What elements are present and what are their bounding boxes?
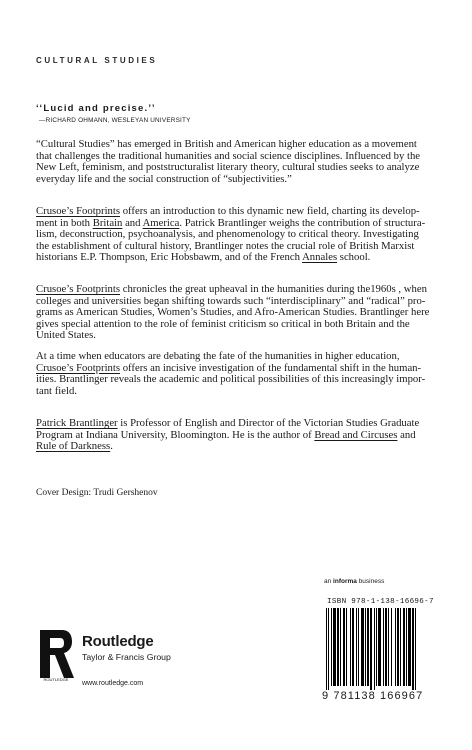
- barcode-bar: [376, 608, 377, 686]
- text-run: offers an incisive investigation of the fundamental shift in the human-: [120, 361, 422, 374]
- text-run: .: [110, 440, 113, 453]
- text-line: gives special attention to the role of feminist criticism so critical in both Britain and the: [36, 317, 410, 330]
- barcode-bar: [408, 608, 411, 686]
- text-line: At a time when educators are debating the fate of the humanities in higher education,: [36, 350, 400, 362]
- barcode-bar: [412, 608, 414, 690]
- barcode-bar: [374, 608, 375, 690]
- text-run: business: [356, 578, 385, 585]
- underlined-britain: Britain: [92, 216, 123, 229]
- blurb-attribution: —RICHARD OHMANN, WESLEYAN UNIVERSITY: [39, 117, 191, 124]
- text-run: Program at Indiana University, Bloomington. He is the author of: [36, 428, 315, 441]
- barcode-bar: [346, 608, 347, 686]
- text-line: ities. Brantlinger reveals the academic and political possibilities of this increasingly impor-: [36, 373, 426, 386]
- barcode-bar: [331, 608, 332, 686]
- text-run: an: [324, 578, 334, 585]
- barcode-bar: [367, 608, 369, 686]
- barcode-bar: [403, 608, 405, 686]
- paragraph-intro: [36, 139, 436, 185]
- logo-wordmark: ROUTLEDGE: [43, 677, 69, 682]
- barcode-bar: [333, 608, 336, 686]
- isbn-barcode-block: [322, 596, 450, 704]
- text-line: everyday life and the social construction of “subjectivities.”: [36, 172, 292, 185]
- publisher-group: Taylor & Francis Group: [82, 652, 171, 662]
- barcode-bar: [358, 608, 359, 686]
- text-run: offers an introduction to this dynamic new field, charting its develop-: [120, 205, 420, 217]
- barcode-bar: [337, 608, 339, 686]
- publisher-website: www.routledge.com: [82, 680, 144, 687]
- barcode-bar: [340, 608, 341, 686]
- barcode-bar: [397, 608, 399, 686]
- text-line: “Cultural Studies” has emerged in British and American higher education as a movement: [36, 138, 417, 150]
- barcode-bar: [388, 608, 389, 686]
- text-run: and: [122, 216, 143, 229]
- barcode-bar: [415, 608, 416, 690]
- text-run: school.: [337, 251, 371, 264]
- barcode-bar: [361, 608, 364, 686]
- text-line: grams as American Studies, Women’s Studies, and Afro-American Studies. Brantlinger here: [36, 306, 430, 319]
- routledge-logo-icon: [36, 628, 76, 682]
- publisher-name: Routledge: [82, 633, 154, 650]
- barcode-bar: [356, 608, 357, 686]
- text-line: the establishment of cultural history, Brantlinger notes the crucial role of British Marxist: [36, 239, 415, 252]
- barcode-bar: [350, 608, 351, 686]
- blurb-quote: ‘‘Lucid and precise.’’: [36, 103, 156, 114]
- isbn-number: ISBN 978-1-138-16696-7: [327, 598, 434, 606]
- underlined-annales: Annales: [302, 251, 338, 264]
- ean-digits: 9 781138 166967: [322, 690, 424, 702]
- text-run: . Patrick Brantlinger weighs the contribution of structura-: [179, 216, 426, 229]
- barcode-bar: [352, 608, 354, 686]
- barcode-bar: [378, 608, 381, 686]
- informa-business-tag: [324, 578, 384, 585]
- text-run: and: [397, 428, 416, 441]
- barcode-bar: [370, 608, 372, 690]
- text-run: is Professor of English and Director of the Victorian Studies Graduate: [117, 417, 420, 429]
- barcode-bar: [385, 608, 387, 686]
- paragraph-history: [36, 284, 436, 342]
- book-title-rule-of-darkness: Rule of Darkness: [36, 440, 111, 453]
- text-line: [36, 284, 436, 296]
- author-name: Patrick Brantlinger: [36, 417, 118, 429]
- book-title-bread-and-circuses: Bread and Circuses: [314, 428, 398, 441]
- text-line: lism, deconstruction, psychoanalysis, and phenomenology to critical theory. Investigating: [36, 228, 419, 241]
- text-run: chronicles the great upheaval in the humanities during the1960s , when: [120, 283, 427, 295]
- barcode-bar: [328, 608, 329, 690]
- book-title-link: Crusoe’s Footprints: [36, 283, 121, 295]
- text-line: colleges and universities began shifting towards such “interdisciplinary” and “radical” pro-: [36, 294, 426, 307]
- barcode-bar: [365, 608, 366, 686]
- barcode-bar: [400, 608, 401, 686]
- category-label: CULTURAL STUDIES: [36, 56, 158, 65]
- text-line: [36, 441, 436, 453]
- text-line: New Left, feminism, and poststructuralist literary theory, cultural studies seeks to analyze: [36, 161, 420, 174]
- paragraph-author-bio: [36, 418, 436, 453]
- informa-word: informa: [333, 578, 357, 585]
- barcode-bar: [391, 608, 392, 686]
- text-line: that challenges the traditional humanities and social science disciplines. Influenced by the: [36, 149, 421, 162]
- barcode-bar: [326, 608, 327, 690]
- paragraph-significance: [36, 351, 436, 397]
- barcode-bar: [395, 608, 396, 686]
- text-line: tant field.: [36, 384, 77, 397]
- text-line: United States.: [36, 329, 96, 342]
- paragraph-overview: [36, 206, 436, 264]
- book-title-link: Crusoe’s Footprints: [36, 361, 121, 374]
- barcode-icon: [322, 608, 450, 690]
- cover-design-credit: Cover Design: Trudi Gershenov: [36, 488, 158, 498]
- text-line: [36, 252, 436, 264]
- text-run: ment in both: [36, 216, 93, 229]
- barcode-bar: [343, 608, 345, 686]
- barcode-bar: [383, 608, 384, 686]
- underlined-america: America: [142, 216, 180, 229]
- book-title-link: Crusoe’s Footprints: [36, 205, 121, 217]
- text-run: historians E.P. Thompson, Eric Hobsbawm, and of the French: [36, 251, 303, 264]
- barcode-bar: [406, 608, 407, 686]
